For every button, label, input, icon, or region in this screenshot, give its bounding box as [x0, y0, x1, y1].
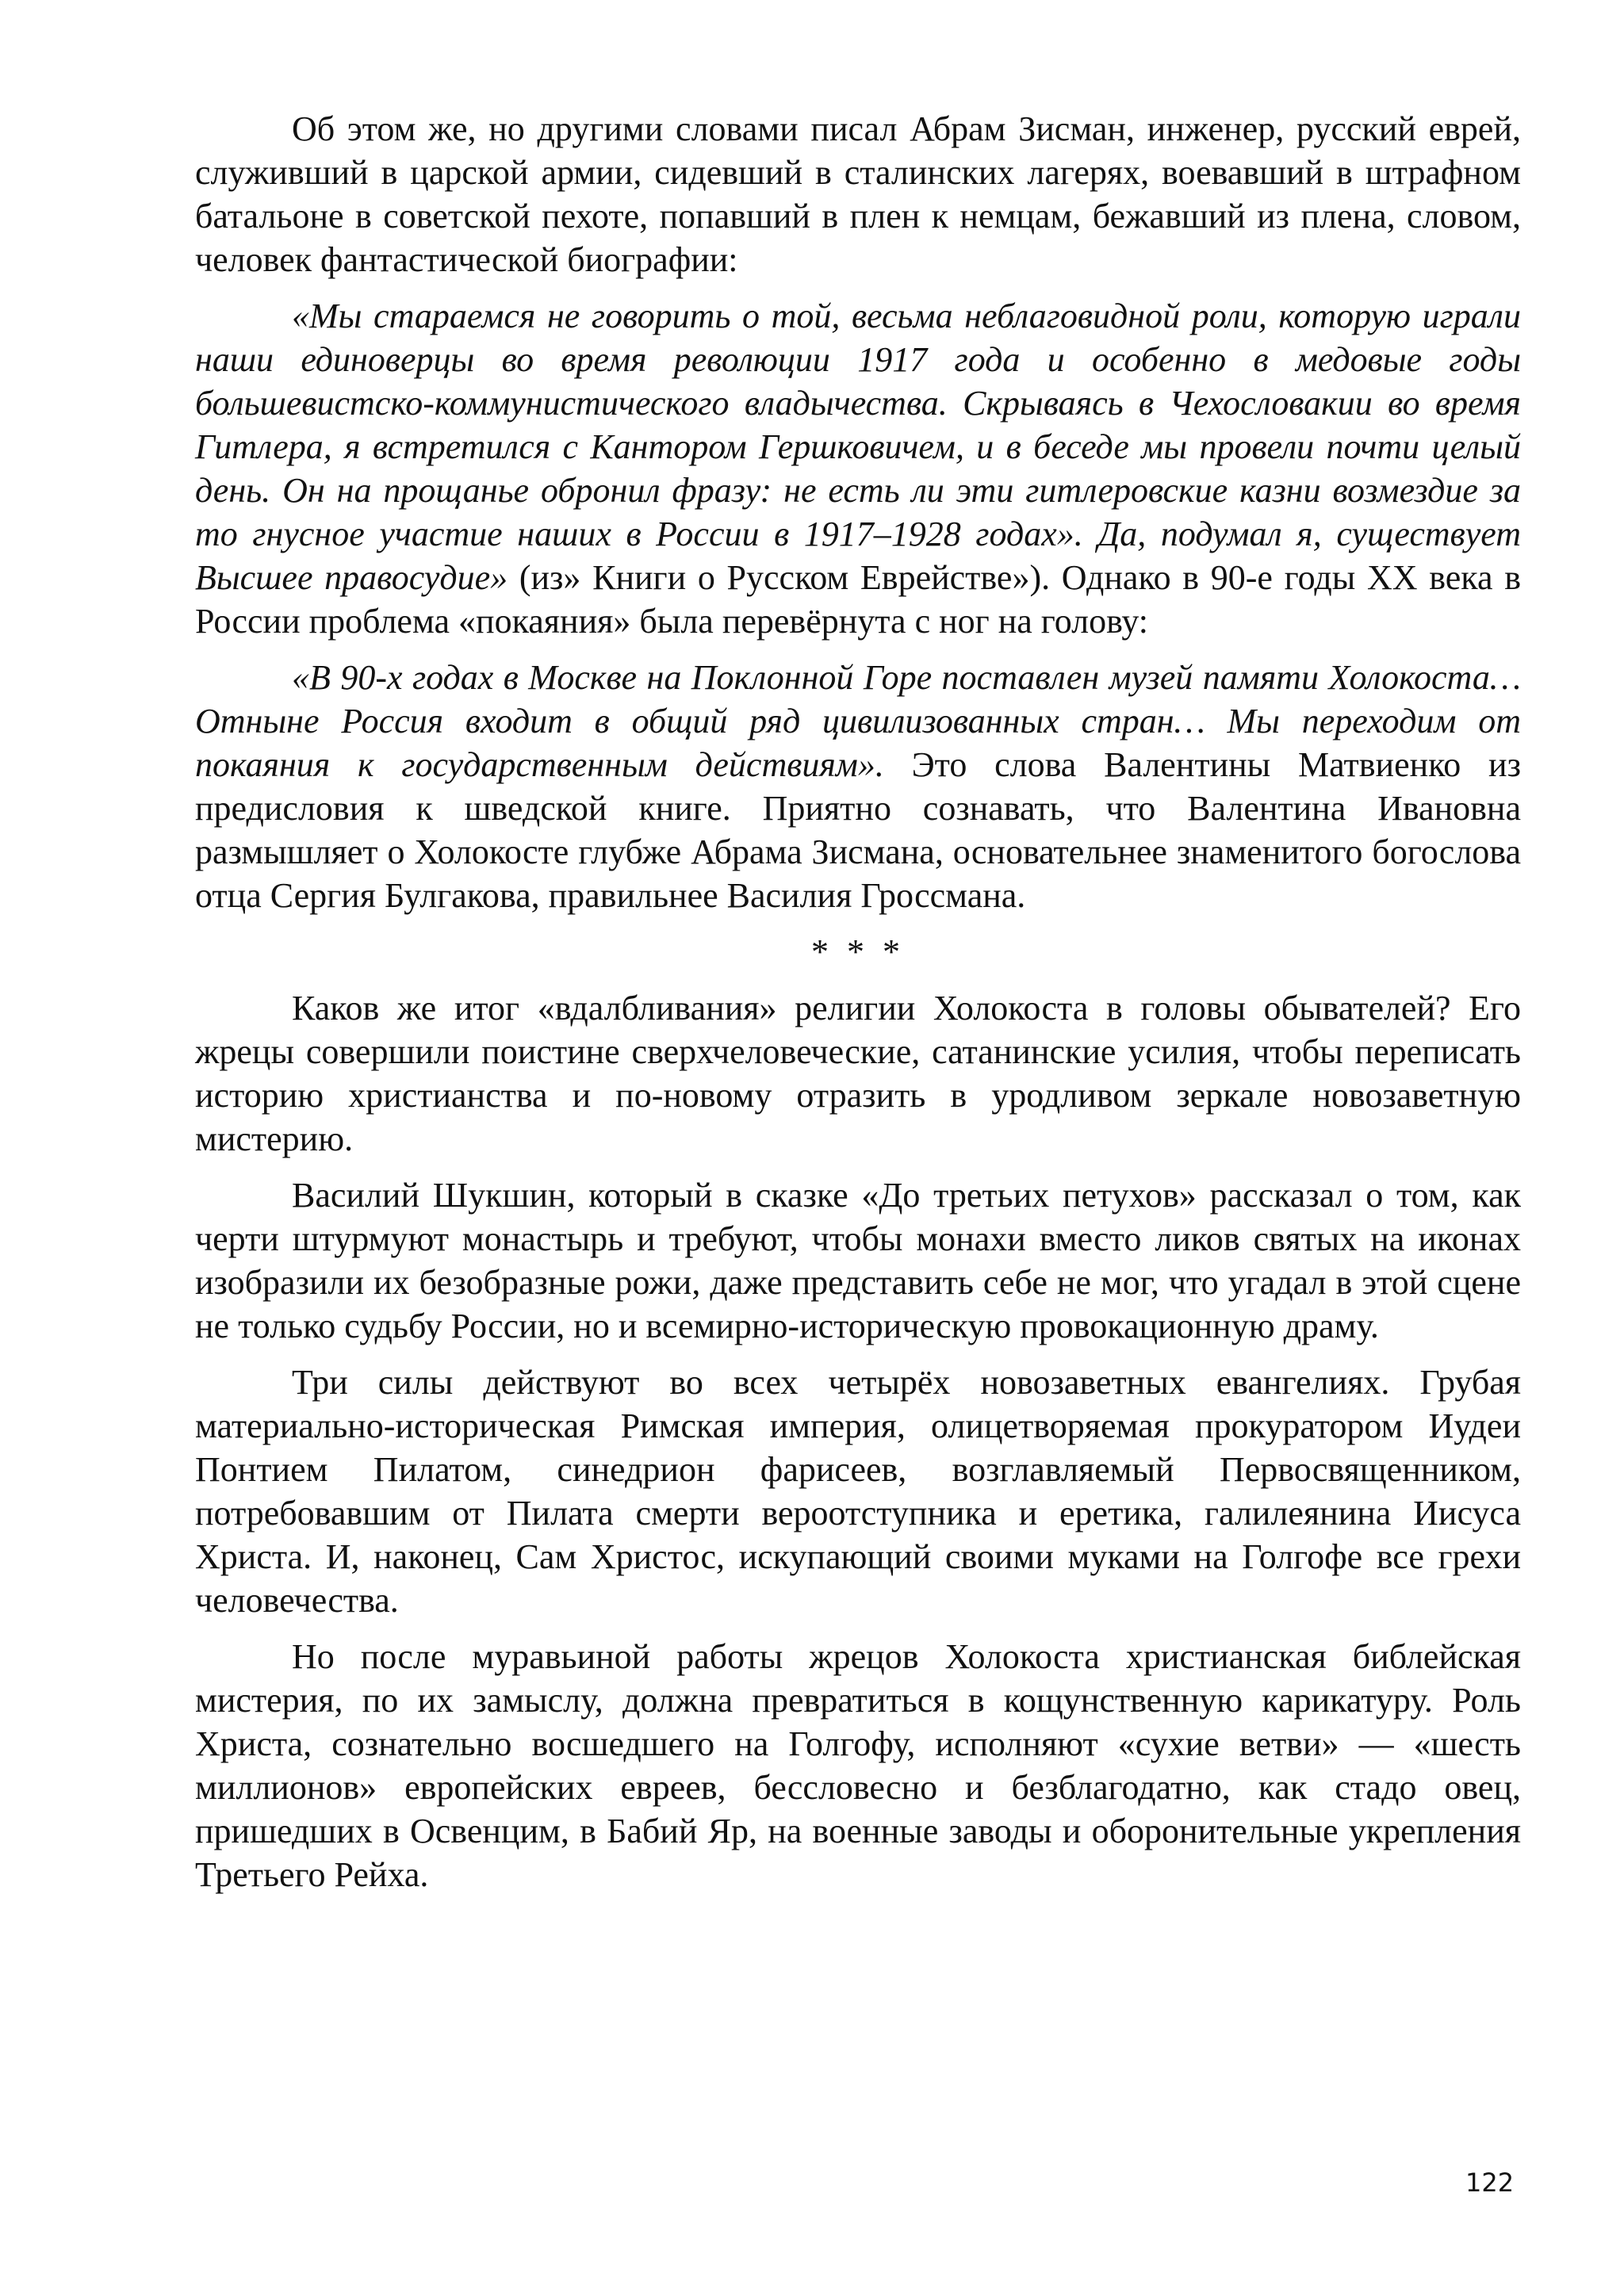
paragraph-text: Об этом же, но другими словами писал Абрам Зисман, инженер, русский еврей, служивший в царской армии, сидевший в сталинских лагерях, воевавший в штрафном батальоне в советской пехоте, попавший в плен к немцам, бежавший из плена, словом, человек фантастической биографии: — [195, 109, 1521, 279]
paragraph-text: Это слова Валентины Матвиенко из предисловия к шведской книге. Приятно сознавать, что Валентина Ивановна размышляет о Холокосте глубже Абрама Зисмана, основательнее знаменитого богослова отца Сергия Булгакова, правильнее Василия Гроссмана. — [195, 745, 1521, 915]
paragraph-text: (из» Книги о Русском Еврействе»). Однако в 90-е годы XX века в России проблема «покаяния» была перевёрнута с ног на голову: — [195, 558, 1522, 641]
paragraph-matvienko-quote — [195, 656, 1521, 917]
section-separator: * * * — [811, 932, 905, 971]
paragraph-zisman-intro — [195, 107, 1521, 281]
paragraph-shukshin — [195, 1173, 1521, 1348]
quote-italic-text: «Мы стараемся не говорить о той, весьма неблаговидной роли, которую играли наши единоверцы во время революции 1917 года и особенно в медовые годы большевистско-коммунистического владычества. Скрываясь в Чехословакии во время Гитлера, я встретился с Кантором Гершковичем, и в беседе мы провели почти целый день. Он на прощанье обронил фразу: не есть ли эти гитлеровские казни возмездие за то гнусное участие наших в России в 1917–1928 годах». Да, подумал я, существует Высшее правосудие» — [195, 297, 1521, 597]
paragraph-text: Каков же итог «вдалбливания» религии Холокоста в головы обывателей? Его жрецы совершили поистине сверхчеловеческие, сатанинские усилия, чтобы переписать историю христианства и по-новому отразить в уродливом зеркале новозаветную мистерию. — [195, 989, 1521, 1158]
paragraph-three-forces — [195, 1360, 1521, 1622]
paragraph-text: Три силы действуют во всех четырёх новозаветных евангелиях. Грубая материально-историческая Римская империя, олицетворяемая прокуратором Иудеи Понтием Пилатом, синедрион фарисеев, возглавляемый Первосвященником, потребовавшим от Пилата смерти вероотступника и еретика, галилеянина Иисуса Христа. И, наконец, Сам Христос, искупающий своими муками на Голгофе все грехи человечества. — [195, 1363, 1521, 1620]
document-page — [195, 107, 1521, 1909]
paragraph-zisman-quote — [195, 294, 1521, 643]
quote-italic-text: «В 90-х годах в Москве на Поклонной Горе поставлен музей памяти Холокоста… Отныне Россия входит в общий ряд цивилизованных стран… Мы переходим от покаяния к государственным действиям». — [195, 658, 1521, 784]
paragraph-ant-work — [195, 1635, 1521, 1896]
paragraph-text: Но после муравьиной работы жрецов Холокоста христианская библейская мистерия, по их замыслу, должна превратиться в кощунственную карикатуру. Роль Христа, сознательно восшедшего на Голгофу, исполняют «сухие ветви» — «шесть миллионов» европейских евреев, бессловесно и безблагодатно, как стадо овец, пришедших в Освенцим, в Бабий Яр, на военные заводы и оборонительные укрепления Третьего Рейха. — [195, 1637, 1521, 1894]
paragraph-holocaust-religion — [195, 986, 1521, 1161]
paragraph-text: Василий Шукшин, который в сказке «До третьих петухов» рассказал о том, как черти штурмуют монастырь и требуют, чтобы монахи вместо ликов святых на иконах изобразили их безобразные рожи, даже представить себе не мог, что угадал в этой сцене не только судьбу России, но и всемирно-историческую провокационную драму. — [195, 1176, 1521, 1345]
page-number: 122 — [1465, 2168, 1515, 2198]
